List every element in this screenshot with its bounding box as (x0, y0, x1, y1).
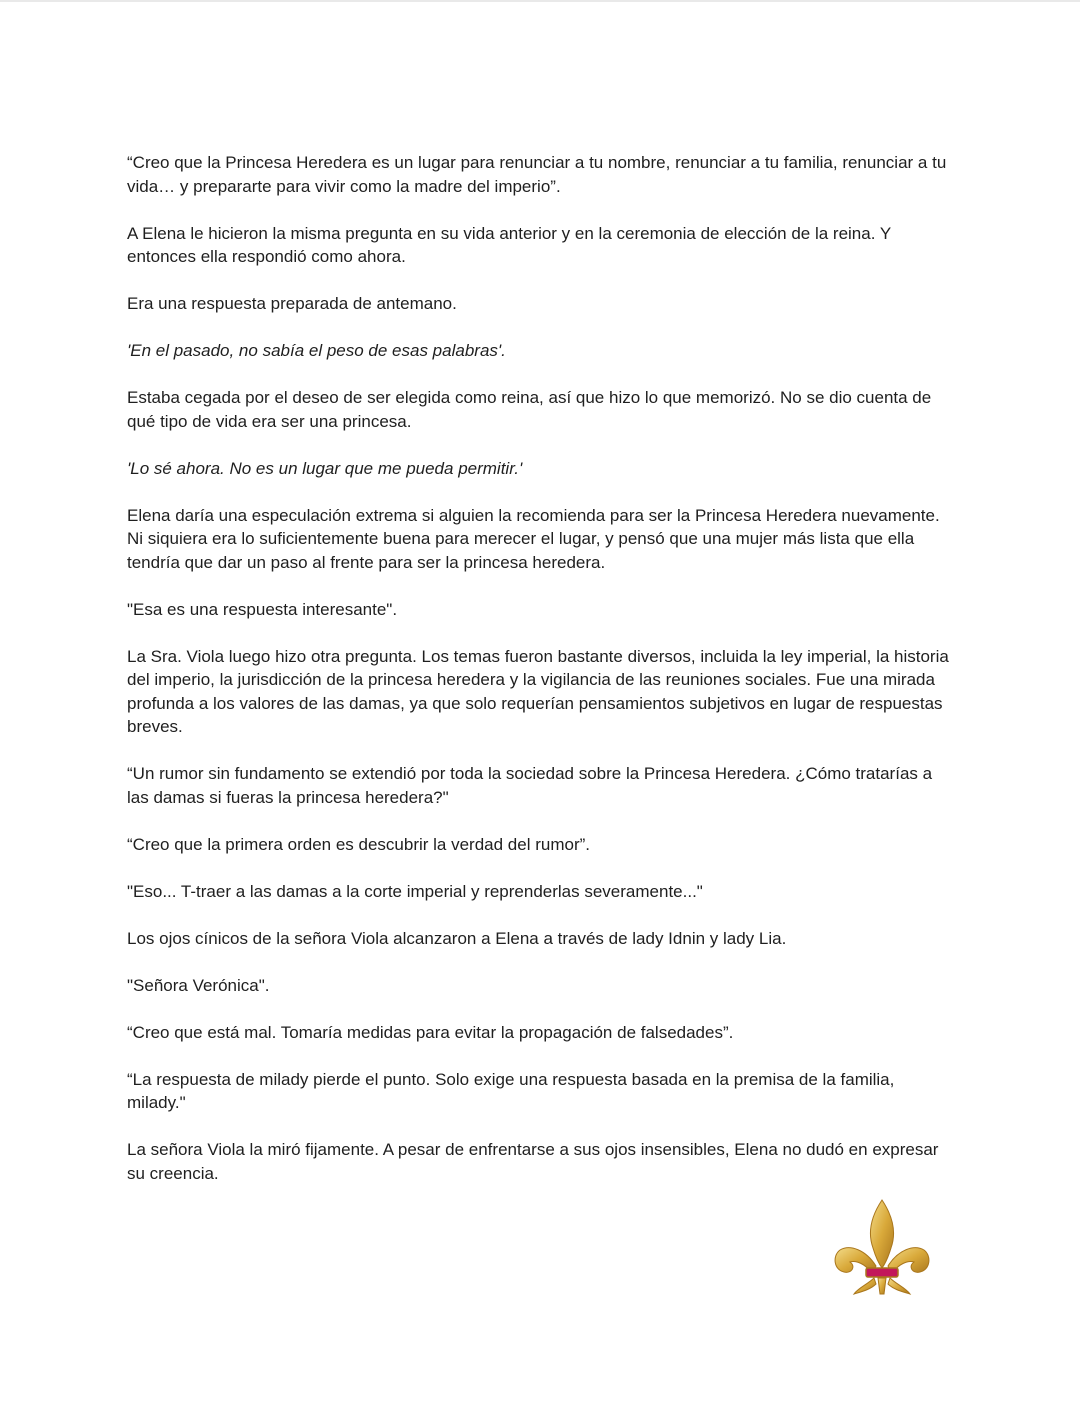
paragraph-2: A Elena le hicieron la misma pregunta en su vida anterior y en la ceremonia de elección de la reina. Y entonces ella respondió como ahora. (127, 223, 891, 266)
paragraph-4-thought: 'En el pasado, no sabía el peso de esas palabras'. (127, 341, 506, 360)
paragraph-3: Era una respuesta preparada de antemano. (127, 294, 457, 313)
page-top-border (0, 0, 1080, 2)
paragraph-13: Los ojos cínicos de la señora Viola alcanzaron a Elena a través de lady Idnin y lady Lia. (127, 928, 787, 948)
paragraph-8: "Esa es una respuesta interesante". (127, 599, 398, 619)
paragraph-14: "Señora Verónica". (127, 975, 270, 995)
paragraph-17: La señora Viola la miró fijamente. A pesar de enfrentarse a sus ojos insensibles, Elena no dudó en expresar su creencia. (127, 1140, 939, 1183)
paragraph-11: “Creo que la primera orden es descubrir la verdad del rumor”. (127, 834, 590, 854)
paragraph-7: Elena daría una especulación extrema si alguien la recomienda para ser la Princesa Heredera nuevamente. Ni siquiera era lo suficientemente buena para merecer el lugar, y pensó que una mujer más lista que ella tendría que dar un paso al frente para ser la princesa heredera. (127, 505, 940, 572)
paragraph-5: Estaba cegada por el deseo de ser elegida como reina, así que hizo lo que memorizó. No se dio cuenta de qué tipo de vida era ser una princesa. (127, 388, 932, 431)
document-body (127, 151, 957, 1209)
paragraph-1: “Creo que la Princesa Heredera es un lugar para renunciar a tu nombre, renunciar a tu familia, renunciar a tu vida… y prepararte para vivir como la madre del imperio”. (127, 153, 947, 196)
paragraph-10: “Un rumor sin fundamento se extendió por toda la sociedad sobre la Princesa Heredera. ¿Cómo tratarías a las damas si fueras la princesa heredera?" (127, 764, 933, 807)
paragraph-9: La Sra. Viola luego hizo otra pregunta. Los temas fueron bastante diversos, incluida la ley imperial, la historia del imperio, la jurisdicción de la princesa heredera y la vigilancia de las reuniones sociales. Fue una mirada profunda a los valores de las damas, ya que solo requerían pensamientos subjetivos en lugar de respuestas breves. (127, 646, 949, 736)
fleur-de-lis-icon (826, 1196, 938, 1324)
paragraph-12: "Eso... T-traer a las damas a la corte imperial y reprenderlas severamente..." (127, 881, 703, 901)
paragraph-16: “La respuesta de milady pierde el punto. Solo exige una respuesta basada en la premisa de la familia, milady." (127, 1069, 895, 1112)
paragraph-15: “Creo que está mal. Tomaría medidas para evitar la propagación de falsedades”. (127, 1022, 734, 1042)
watermark-logo (826, 1196, 938, 1324)
paragraph-6-thought: 'Lo sé ahora. No es un lugar que me pueda permitir.' (127, 458, 523, 478)
